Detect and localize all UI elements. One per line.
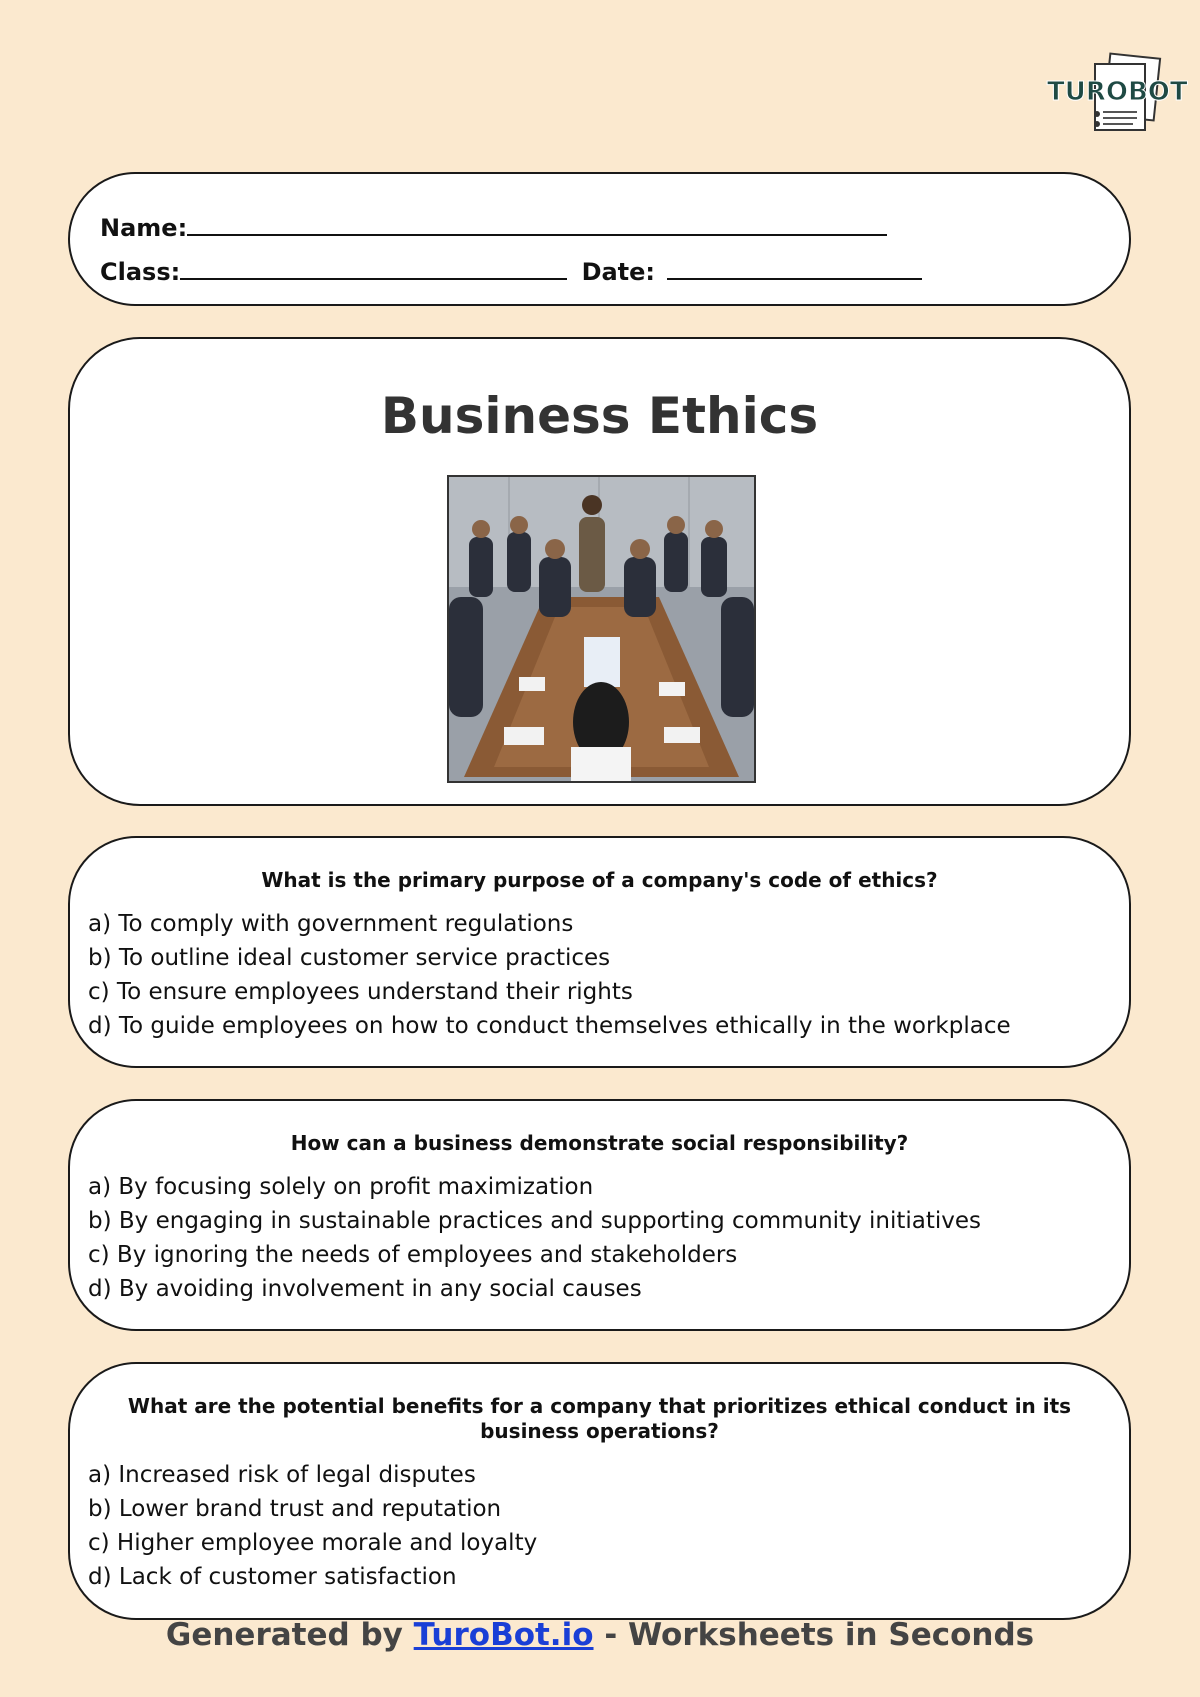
answer-option[interactable]: a) Increased risk of legal disputes [88,1462,476,1488]
date-field[interactable] [667,256,922,280]
answer-option[interactable]: c) By ignoring the needs of employees and stakeholders [88,1242,738,1268]
name-field[interactable] [187,212,887,236]
answer-option[interactable]: b) Lower brand trust and reputation [88,1496,502,1522]
answer-option[interactable]: d) Lack of customer satisfaction [88,1564,457,1590]
class-field[interactable] [180,256,567,280]
footer-suffix: - Worksheets in Seconds [604,1617,1035,1653]
date-label: Date: [581,258,656,286]
worksheet-title: Business Ethics [380,387,819,445]
answer-option[interactable]: c) To ensure employees understand their rights [88,979,633,1005]
answer-option[interactable]: d) By avoiding involvement in any social causes [88,1276,642,1302]
footer-prefix: Generated by [165,1617,403,1653]
student-info-card [68,172,1131,306]
class-label: Class: [100,258,181,286]
logo-text: TUROBOT [1047,77,1188,107]
turobot-logo [1045,52,1188,140]
question-text: What are the potential benefits for a company that prioritizes ethical conduct in its business operations? [127,1394,1072,1443]
question-card-2 [68,1099,1131,1331]
answer-option[interactable]: b) By engaging in sustainable practices and supporting community initiatives [88,1208,982,1234]
boardroom-meeting-image [447,475,756,783]
answer-options [88,1170,1129,1306]
question-text: How can a business demonstrate social responsibility? [290,1131,909,1155]
answer-option[interactable]: b) To outline ideal customer service practices [88,945,611,971]
class-date-row [100,256,922,286]
footer [0,1617,1200,1653]
name-label: Name: [100,214,188,242]
answer-option[interactable]: a) By focusing solely on profit maximization [88,1174,594,1200]
answer-option[interactable]: a) To comply with government regulations [88,911,574,937]
answer-option[interactable]: d) To guide employees on how to conduct themselves ethically in the workplace [88,1013,1011,1039]
question-card-3 [68,1362,1131,1620]
name-row [100,212,887,242]
answer-options [88,1458,1129,1594]
title-card [68,337,1131,806]
question-text: What is the primary purpose of a company's code of ethics? [261,868,938,892]
question-card-1 [68,836,1131,1068]
answer-options [88,907,1129,1043]
answer-option[interactable]: c) Higher employee morale and loyalty [88,1530,538,1556]
turobot-link[interactable]: TuroBot.io [413,1617,594,1653]
